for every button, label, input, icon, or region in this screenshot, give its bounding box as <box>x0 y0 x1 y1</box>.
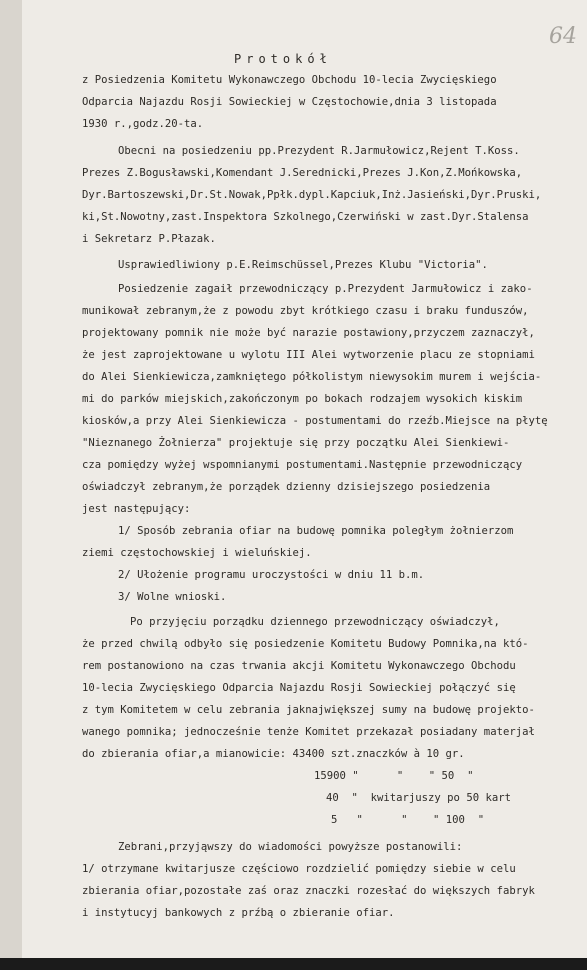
text-line: oświadczył zebranym,że porządek dzienny dzisiejszego posiedzenia <box>82 481 491 493</box>
text-line: rem postanowiono na czas trwania akcji Komitetu Wykonawczego Obchodu <box>82 660 516 672</box>
text-line: z Posiedzenia Komitetu Wykonawczego Obchodu 10-lecia Zwycięskiego <box>82 74 497 86</box>
text-line: 1/ otrzymane kwitarjusze częściowo rozdzielić pomiędzy siebie w celu <box>82 863 516 875</box>
text-line: Odparcia Najazdu Rosji Sowieckiej w Częstochowie,dnia 3 listopada <box>82 96 497 108</box>
text-line: Posiedzenie zagaił przewodniczący p.Prezydent Jarmułowicz i zako- <box>118 283 533 295</box>
text-line: Prezes Z.Bogusławski,Komendant J.Serednicki,Prezes J.Kon,Z.Mońkowska, <box>82 167 523 179</box>
text-line: Usprawiedliwiony p.E.Reimschüssel,Prezes Klubu "Victoria". <box>118 259 488 271</box>
text-line: 5 " " " 100 " <box>331 814 485 826</box>
text-line: Obecni na posiedzeniu pp.Prezydent R.Jarmułowicz,Rejent T.Koss. <box>118 145 520 157</box>
text-line: 1/ Sposób zebrania ofiar na budowę pomnika poległym żołnierzom <box>118 525 514 537</box>
text-line: i Sekretarz P.Płazak. <box>82 233 216 245</box>
document-page <box>22 0 587 958</box>
text-line: projektowany pomnik nie może być narazie postawiony,przyczem zaznaczył, <box>82 327 535 339</box>
text-line: Po przyjęciu porządku dziennego przewodniczący oświadczył, <box>130 616 500 628</box>
text-line: ziemi częstochowskiej i wieluńskiej. <box>82 547 312 559</box>
text-line: 40 " kwitarjuszy po 50 kart <box>326 792 511 804</box>
scan-border <box>0 958 587 970</box>
text-line: że jest zaprojektowane u wylotu III Alei wytworzenie placu ze stopniami <box>82 349 535 361</box>
text-line: ki,St.Nowotny,zast.Inspektora Szkolnego,Czerwiński w zast.Dyr.Stalensa <box>82 211 529 223</box>
text-line: z tym Komitetem w celu zebrania jaknajwiększej sumy na budowę projekto- <box>82 704 535 716</box>
text-line: zbierania ofiar,pozostałe zaś oraz znaczki rozesłać do większych fabryk <box>82 885 535 897</box>
text-line: munikował zebranym,że z powodu zbyt krótkiego czasu i braku funduszów, <box>82 305 529 317</box>
text-line: 3/ Wolne wnioski. <box>118 591 227 603</box>
text-line: "Nieznanego Żołnierza" projektuje się przy początku Alei Sienkiewi- <box>82 437 510 449</box>
text-line: cza pomiędzy wyżej wspomnianymi postumentami.Następnie przewodniczący <box>82 459 523 471</box>
page-number: 64 <box>549 24 577 49</box>
document-title: Protokół <box>234 52 332 66</box>
text-line: do Alei Sienkiewicza,zamkniętego półkolistym niewysokim murem i wejścia- <box>82 371 542 383</box>
text-line: do zbierania ofiar,a mianowicie: 43400 szt.znaczków à 10 gr. <box>82 748 465 760</box>
text-line: Dyr.Bartoszewski,Dr.St.Nowak,Ppłk.dypl.Kapciuk,Inż.Jasieński,Dyr.Pruski, <box>82 189 542 201</box>
text-line: 15900 " " " 50 " <box>314 770 474 782</box>
left-page-edge <box>0 0 23 958</box>
text-line: wanego pomnika; jednocześnie tenże Komitet przekazał posiadany materjał <box>82 726 535 738</box>
text-line: i instytucyj bankowych z prźbą o zbieranie ofiar. <box>82 907 395 919</box>
text-line: że przed chwilą odbyło się posiedzenie Komitetu Budowy Pomnika,na któ- <box>82 638 529 650</box>
text-line: jest następujący: <box>82 503 191 515</box>
text-line: 10-lecia Zwycięskiego Odparcia Najazdu Rosji Sowieckiej połączyć się <box>82 682 516 694</box>
text-line: 1930 r.,godz.20-ta. <box>82 118 204 130</box>
text-line: mi do parków miejskich,zakończonym po bokach rodzajem wysokich kiskim <box>82 393 523 405</box>
text-line: Zebrani,przyjąwszy do wiadomości powyższe postanowili: <box>118 841 463 853</box>
text-line: 2/ Ułożenie programu uroczystości w dniu 11 b.m. <box>118 569 425 581</box>
text-line: kiosków,a przy Alei Sienkiewicza - postumentami do rzeźb.Miejsce na płytę <box>82 415 548 427</box>
